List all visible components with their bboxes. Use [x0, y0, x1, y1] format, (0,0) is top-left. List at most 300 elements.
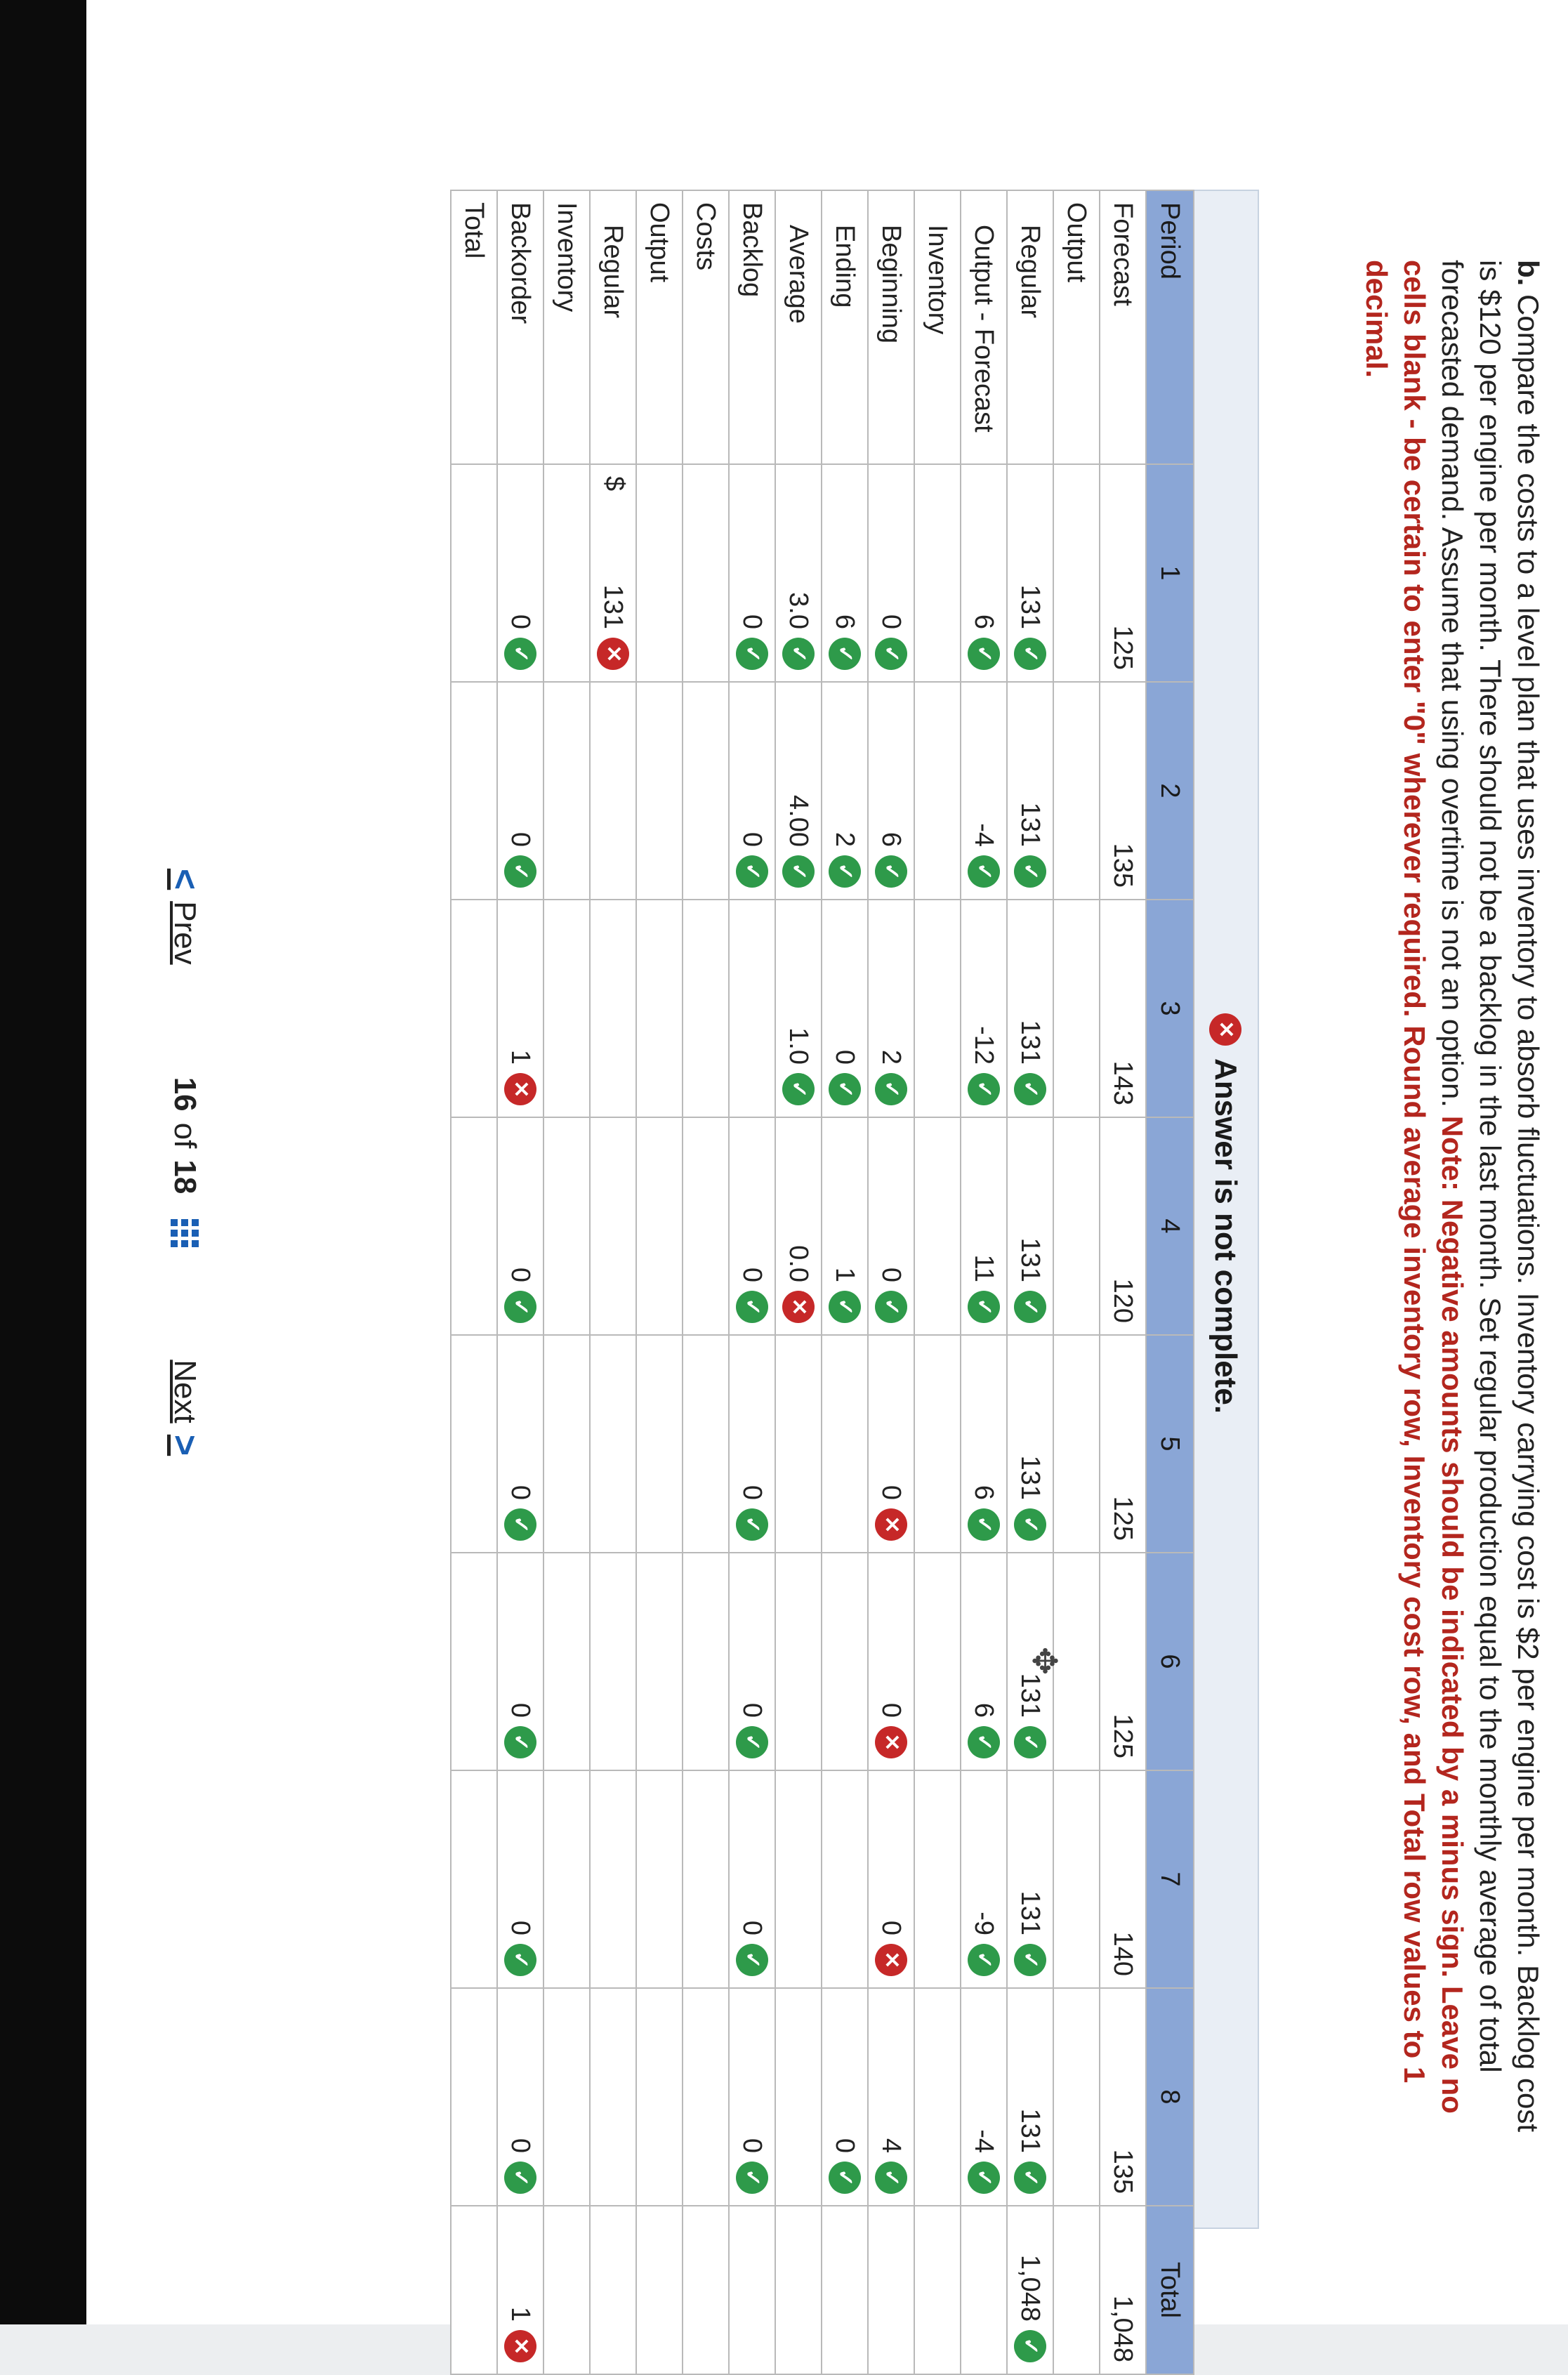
- row-label: Total: [451, 190, 497, 464]
- table-cell: [683, 1553, 729, 1770]
- cell-value: 0: [737, 1920, 767, 1935]
- table-row-beginning: [868, 190, 914, 2374]
- chevron-right-icon: >: [164, 1434, 205, 1456]
- table-cell[interactable]: [868, 1117, 914, 1335]
- x-circle-icon: ✕: [875, 1726, 907, 1758]
- cell-value: 125: [1107, 1496, 1138, 1541]
- table-cell[interactable]: [590, 682, 636, 900]
- grid-menu-icon[interactable]: [171, 1219, 199, 1247]
- table-cell[interactable]: [1007, 1988, 1053, 2206]
- table-cell[interactable]: [451, 2206, 497, 2374]
- check-circle-icon: ✓: [504, 638, 536, 670]
- table-cell[interactable]: [822, 1117, 868, 1335]
- cell-value: 0: [737, 2138, 767, 2153]
- table-cell: [1053, 900, 1100, 1117]
- cell-value: 0: [506, 1920, 536, 1935]
- cell-value: 0: [876, 1485, 907, 1500]
- table-cell: [683, 1770, 729, 1988]
- table-row-costs-head: [683, 190, 729, 2374]
- check-circle-icon: ✓: [782, 1073, 815, 1105]
- cell-value: -4: [969, 823, 999, 847]
- screen-bezel: [0, 0, 86, 2324]
- table-cell[interactable]: [775, 1770, 822, 1988]
- header-col: 8: [1146, 1988, 1194, 2206]
- table-cell[interactable]: [1007, 464, 1053, 682]
- header-col: 4: [1146, 1117, 1194, 1335]
- table-cell[interactable]: [775, 682, 822, 900]
- table-cell: [1100, 900, 1146, 1117]
- x-circle-icon: ✕: [504, 1073, 536, 1105]
- table-cell: [1053, 1988, 1100, 2206]
- table-cell[interactable]: [451, 1988, 497, 2206]
- table-cell[interactable]: [543, 900, 590, 1117]
- cell-value: 3.0: [784, 592, 814, 629]
- check-circle-icon: ✓: [504, 855, 536, 888]
- table-cell[interactable]: [451, 1770, 497, 1988]
- table-cell: [683, 900, 729, 1117]
- header-period: Period: [1146, 190, 1194, 464]
- check-circle-icon: ✓: [829, 638, 861, 670]
- table-cell[interactable]: [822, 1988, 868, 2206]
- table-cell: [914, 464, 961, 682]
- table-cell[interactable]: [729, 2206, 775, 2374]
- question-note: Note: Negative amounts should be indicated by a minus sign. Leave no cells blank - be certain to enter "0" wherever required. Round average inventory row, Inventory cost row, and Total row values to 1 decimal.: [1360, 260, 1469, 2114]
- table-cell: [683, 1117, 729, 1335]
- cell-value: 131: [1015, 2108, 1046, 2153]
- table-cell[interactable]: [1007, 900, 1053, 1117]
- table-cell[interactable]: [543, 2206, 590, 2374]
- check-circle-icon: ✓: [829, 1291, 861, 1323]
- table-cell[interactable]: [961, 2206, 1007, 2374]
- table-cell[interactable]: [543, 682, 590, 900]
- cell-value: 131: [1015, 1890, 1046, 1935]
- table-cell[interactable]: [543, 1335, 590, 1553]
- header-col: Total: [1146, 2206, 1194, 2374]
- table-cell[interactable]: [775, 900, 822, 1117]
- table-cell: [1100, 2206, 1146, 2374]
- table-cell[interactable]: [729, 900, 775, 1117]
- question-navigation: [143, 0, 227, 2324]
- table-cell[interactable]: [868, 1553, 914, 1770]
- table-cell: [636, 2206, 683, 2374]
- header-col: 2: [1146, 682, 1194, 900]
- table-cell[interactable]: [451, 464, 497, 682]
- table-cell: [1100, 1335, 1146, 1553]
- row-label: Backlog: [729, 190, 775, 464]
- cell-value: 0: [737, 614, 767, 629]
- x-circle-icon: ✕: [875, 1944, 907, 1976]
- table-row-output-head2: [636, 190, 683, 2374]
- currency-symbol: $: [600, 476, 629, 492]
- table-cell: [1053, 682, 1100, 900]
- table-cell[interactable]: [590, 1335, 636, 1553]
- row-label: Output: [636, 190, 683, 464]
- table-cell: [636, 1988, 683, 2206]
- cell-value: 6: [876, 831, 907, 847]
- cell-value: 0: [506, 831, 536, 847]
- table-cell[interactable]: [1007, 1117, 1053, 1335]
- row-label: Regular: [1007, 190, 1053, 464]
- cell-value: -4: [969, 2129, 999, 2153]
- table-cell[interactable]: [868, 1988, 914, 2206]
- table-row-regular: [1007, 190, 1053, 2374]
- question-label: b.: [1512, 260, 1545, 287]
- table-row-backlog: [729, 190, 775, 2374]
- row-label: Output - Forecast: [961, 190, 1007, 464]
- table-cell[interactable]: [822, 900, 868, 1117]
- table-cell[interactable]: [590, 900, 636, 1117]
- row-label: Output: [1053, 190, 1100, 464]
- table-cell: [914, 682, 961, 900]
- check-circle-icon: ✓: [736, 1944, 768, 1976]
- cell-value: 1.0: [784, 1027, 814, 1065]
- table-cell: [636, 1117, 683, 1335]
- check-circle-icon: ✓: [736, 2162, 768, 2194]
- current-page: 16: [168, 1077, 202, 1112]
- check-circle-icon: ✓: [1014, 1944, 1046, 1976]
- cell-value: 1,048: [1107, 2295, 1138, 2362]
- cell-value: 0: [737, 1485, 767, 1500]
- cell-value: 11: [969, 1254, 999, 1282]
- table-cell: [1100, 682, 1146, 900]
- check-circle-icon: ✓: [782, 855, 815, 888]
- table-cell: [683, 1988, 729, 2206]
- page-of: of: [168, 1122, 202, 1149]
- check-circle-icon: ✓: [1014, 855, 1046, 888]
- check-circle-icon: ✓: [736, 1726, 768, 1758]
- cell-value: 4: [876, 2138, 907, 2153]
- table-cell[interactable]: [543, 1553, 590, 1770]
- table-cell: [1053, 1117, 1100, 1335]
- table-cell[interactable]: [543, 1117, 590, 1335]
- page-indicator[interactable]: [167, 1077, 202, 1248]
- table-cell: [914, 1117, 961, 1335]
- cell-value: 0: [876, 1702, 907, 1718]
- table-cell: [636, 1335, 683, 1553]
- table-cell[interactable]: [590, 1770, 636, 1988]
- check-circle-icon: ✓: [1014, 2330, 1046, 2362]
- table-cell: [914, 1988, 961, 2206]
- cell-value: 143: [1107, 1060, 1138, 1105]
- table-cell[interactable]: [497, 2206, 543, 2374]
- check-circle-icon: ✓: [504, 1726, 536, 1758]
- table-cell: [636, 1553, 683, 1770]
- check-circle-icon: ✓: [504, 1291, 536, 1323]
- table-row-output-minus-forecast: [961, 190, 1007, 2374]
- table-cell[interactable]: [822, 1770, 868, 1988]
- cell-value: 0: [506, 1485, 536, 1500]
- table-cell: [1100, 464, 1146, 682]
- table-cell: [1053, 2206, 1100, 2374]
- check-circle-icon: ✓: [829, 2162, 861, 2194]
- table-cell[interactable]: [1007, 682, 1053, 900]
- check-circle-icon: ✓: [736, 1291, 768, 1323]
- row-label: Forecast: [1100, 190, 1146, 464]
- table-row-average: [775, 190, 822, 2374]
- check-circle-icon: ✓: [736, 638, 768, 670]
- table-cell[interactable]: [497, 1553, 543, 1770]
- table-cell[interactable]: [775, 1988, 822, 2206]
- question-text: [1357, 260, 1547, 2142]
- table-cell[interactable]: [961, 900, 1007, 1117]
- table-cell: [1100, 1988, 1146, 2206]
- table-cell[interactable]: [961, 1335, 1007, 1553]
- table-cell[interactable]: [451, 682, 497, 900]
- table-cell[interactable]: [961, 1988, 1007, 2206]
- table-cell[interactable]: [868, 1770, 914, 1988]
- table-cell[interactable]: [729, 1770, 775, 1988]
- prev-button[interactable]: [164, 869, 206, 965]
- table-cell[interactable]: [590, 1553, 636, 1770]
- table-cell[interactable]: [543, 1770, 590, 1988]
- table-cell: [1100, 1117, 1146, 1335]
- cell-value: 1: [506, 2306, 536, 2322]
- cell-value: 6: [830, 614, 860, 629]
- table-cell[interactable]: [590, 1988, 636, 2206]
- table-cell[interactable]: [543, 1988, 590, 2206]
- chevron-left-icon: <: [164, 868, 205, 890]
- check-circle-icon: ✓: [968, 855, 1000, 888]
- cell-value: 1,048: [1015, 2254, 1046, 2322]
- table-cell[interactable]: [961, 1553, 1007, 1770]
- cell-value: 131: [1015, 1237, 1046, 1282]
- cell-value: 131: [1015, 1455, 1046, 1500]
- table-cell[interactable]: [775, 1553, 822, 1770]
- table-cell[interactable]: [961, 1770, 1007, 1988]
- table-cell[interactable]: [868, 1335, 914, 1553]
- table-cell[interactable]: [775, 1335, 822, 1553]
- header-col: 5: [1146, 1335, 1194, 1553]
- total-pages: 18: [168, 1159, 202, 1195]
- row-label: Inventory: [543, 190, 590, 464]
- table-cell[interactable]: [775, 464, 822, 682]
- table-row-inventory-head: [914, 190, 961, 2374]
- table-cell: [636, 682, 683, 900]
- cell-value: 0: [830, 1049, 860, 1065]
- cell-value: 135: [1107, 843, 1138, 888]
- cell-value: 125: [1107, 625, 1138, 670]
- table-cell[interactable]: [497, 682, 543, 900]
- check-circle-icon: ✓: [1014, 1291, 1046, 1323]
- check-circle-icon: ✓: [875, 2162, 907, 2194]
- check-circle-icon: ✓: [968, 1073, 1000, 1105]
- table-cell: [1053, 1335, 1100, 1553]
- cell-value: 0: [737, 831, 767, 847]
- table-row-forecast: [1100, 190, 1146, 2374]
- cell-value: 2: [876, 1049, 907, 1065]
- cell-value: 120: [1107, 1278, 1138, 1323]
- row-label: Ending: [822, 190, 868, 464]
- table-cell: [683, 464, 729, 682]
- check-circle-icon: ✓: [968, 638, 1000, 670]
- table-row-cost-inventory: [543, 190, 590, 2374]
- cell-value: 6: [969, 614, 999, 629]
- table-row-cost-backorder: [497, 190, 543, 2374]
- table-cell[interactable]: [497, 464, 543, 682]
- table-cell[interactable]: [590, 1117, 636, 1335]
- row-label: Inventory: [914, 190, 961, 464]
- x-circle-icon: ✕: [504, 2330, 536, 2362]
- row-label: Regular: [590, 190, 636, 464]
- x-circle-icon: ✕: [597, 638, 629, 670]
- row-label: Beginning: [868, 190, 914, 464]
- table-cell[interactable]: [497, 1988, 543, 2206]
- check-circle-icon: ✓: [968, 1944, 1000, 1976]
- check-circle-icon: ✓: [736, 1508, 768, 1541]
- table-cell: [1053, 464, 1100, 682]
- level-plan-table: [450, 190, 1194, 2375]
- cell-value: 0: [830, 2138, 860, 2153]
- cell-value: 0: [737, 1702, 767, 1718]
- table-cell[interactable]: [868, 900, 914, 1117]
- cell-value: 6: [969, 1485, 999, 1500]
- table-cell[interactable]: [1007, 1335, 1053, 1553]
- table-cell[interactable]: [729, 1117, 775, 1335]
- check-circle-icon: ✓: [875, 1073, 907, 1105]
- check-circle-icon: ✓: [736, 855, 768, 888]
- table-cell[interactable]: [822, 464, 868, 682]
- cell-value: 135: [1107, 2149, 1138, 2194]
- cell-value: 0: [737, 1267, 767, 1282]
- check-circle-icon: ✓: [829, 855, 861, 888]
- table-cell[interactable]: [822, 1553, 868, 1770]
- cell-value: -12: [969, 1026, 999, 1065]
- check-circle-icon: ✓: [1014, 1508, 1046, 1541]
- cell-value: 131: [1015, 1020, 1046, 1065]
- next-label: Next: [168, 1360, 202, 1423]
- table-row-output-head: [1053, 190, 1100, 2374]
- table-cell[interactable]: [729, 1335, 775, 1553]
- check-circle-icon: ✓: [968, 1291, 1000, 1323]
- table-cell[interactable]: [868, 682, 914, 900]
- check-circle-icon: ✓: [829, 1073, 861, 1105]
- table-cell: [914, 1553, 961, 1770]
- table-cell: [1053, 1770, 1100, 1988]
- table-cell[interactable]: [590, 2206, 636, 2374]
- check-circle-icon: ✓: [968, 1726, 1000, 1758]
- table-cell: [683, 1335, 729, 1553]
- next-button[interactable]: [164, 1360, 206, 1456]
- cell-value: -9: [969, 1912, 999, 1935]
- header-col: 6: [1146, 1553, 1194, 1770]
- check-circle-icon: ✓: [1014, 1073, 1046, 1105]
- check-circle-icon: ✓: [504, 1944, 536, 1976]
- table-cell[interactable]: [451, 1553, 497, 1770]
- cell-value: 131: [1015, 584, 1046, 629]
- table-cell[interactable]: [497, 1770, 543, 1988]
- question-body: Compare the costs to a level plan that uses inventory to absorb fluctuations. Inventory carrying cost is $2 per engine per month. Backlog cost is $120 per engine per month. There should not be a backlog in the last month. Set regular production equal to the monthly average of total forecasted demand. Assume that using overtime is not an option.: [1436, 260, 1545, 2133]
- table-cell[interactable]: [590, 464, 636, 682]
- answer-status-banner: [1192, 190, 1259, 2229]
- cell-value: 125: [1107, 1713, 1138, 1758]
- table-cell[interactable]: [868, 2206, 914, 2374]
- cell-value: 0: [876, 1267, 907, 1282]
- table-cell: [914, 2206, 961, 2374]
- cell-value: 131: [1015, 1673, 1046, 1718]
- x-circle-icon: ✕: [1209, 1013, 1241, 1046]
- table-row-cost-regular: [590, 190, 636, 2374]
- check-circle-icon: ✓: [968, 1508, 1000, 1541]
- table-cell: [914, 1770, 961, 1988]
- cell-value: 1: [506, 1049, 536, 1065]
- cell-value: 131: [598, 584, 628, 629]
- cell-value: 1: [830, 1267, 860, 1282]
- cell-value: 0: [506, 1702, 536, 1718]
- check-circle-icon: ✓: [1014, 1726, 1046, 1758]
- table-cell[interactable]: [868, 464, 914, 682]
- table-cell: [683, 2206, 729, 2374]
- cell-value: 140: [1107, 1931, 1138, 1976]
- answer-status-text: Answer is not complete.: [1208, 1058, 1243, 1414]
- table-cell[interactable]: [1007, 2206, 1053, 2374]
- header-col: 7: [1146, 1770, 1194, 1988]
- row-label: Costs: [683, 190, 729, 464]
- check-circle-icon: ✓: [875, 638, 907, 670]
- table-cell[interactable]: [451, 900, 497, 1117]
- header-col: 1: [1146, 464, 1194, 682]
- row-label: Average: [775, 190, 822, 464]
- table-cell[interactable]: [961, 464, 1007, 682]
- x-circle-icon: ✕: [875, 1508, 907, 1541]
- check-circle-icon: ✓: [875, 855, 907, 888]
- table-cell[interactable]: [451, 1335, 497, 1553]
- table-cell[interactable]: [729, 464, 775, 682]
- check-circle-icon: ✓: [1014, 2162, 1046, 2194]
- row-label: Backorder: [497, 190, 543, 464]
- check-circle-icon: ✓: [968, 2162, 1000, 2194]
- prev-label: Prev: [168, 901, 202, 965]
- cell-value: 6: [969, 1702, 999, 1718]
- table-cell[interactable]: [822, 2206, 868, 2374]
- table-cell[interactable]: [451, 1117, 497, 1335]
- table-cell[interactable]: [961, 1117, 1007, 1335]
- table-cell: [1100, 1553, 1146, 1770]
- table-cell[interactable]: [543, 464, 590, 682]
- table-cell[interactable]: [822, 682, 868, 900]
- table-cell[interactable]: [729, 682, 775, 900]
- table-cell[interactable]: [775, 1117, 822, 1335]
- header-row: [1146, 190, 1194, 2374]
- check-circle-icon: ✓: [504, 1508, 536, 1541]
- check-circle-icon: ✓: [875, 1291, 907, 1323]
- cell-value: 0: [506, 614, 536, 629]
- check-circle-icon: ✓: [1014, 638, 1046, 670]
- table-cell[interactable]: [497, 1117, 543, 1335]
- table-cell: [1100, 1770, 1146, 1988]
- table-cell[interactable]: [961, 682, 1007, 900]
- table-cell[interactable]: [822, 1335, 868, 1553]
- cell-value: 131: [1015, 802, 1046, 847]
- table-cell: [683, 682, 729, 900]
- check-circle-icon: ✓: [504, 2162, 536, 2194]
- table-cell: [636, 464, 683, 682]
- table-cell: [914, 900, 961, 1117]
- table-cell[interactable]: [729, 1988, 775, 2206]
- table-row-total: [451, 190, 497, 2374]
- cell-value: 0: [876, 1920, 907, 1935]
- header-col: 3: [1146, 900, 1194, 1117]
- table-cell[interactable]: [775, 2206, 822, 2374]
- table-cell: [914, 1335, 961, 1553]
- table-cell[interactable]: [497, 1335, 543, 1553]
- cell-value: 0: [506, 2138, 536, 2153]
- table-row-ending: [822, 190, 868, 2374]
- table-cell[interactable]: [497, 900, 543, 1117]
- table-cell[interactable]: [729, 1553, 775, 1770]
- check-circle-icon: ✓: [782, 638, 815, 670]
- table-cell[interactable]: [1007, 1770, 1053, 1988]
- table-cell: [636, 900, 683, 1117]
